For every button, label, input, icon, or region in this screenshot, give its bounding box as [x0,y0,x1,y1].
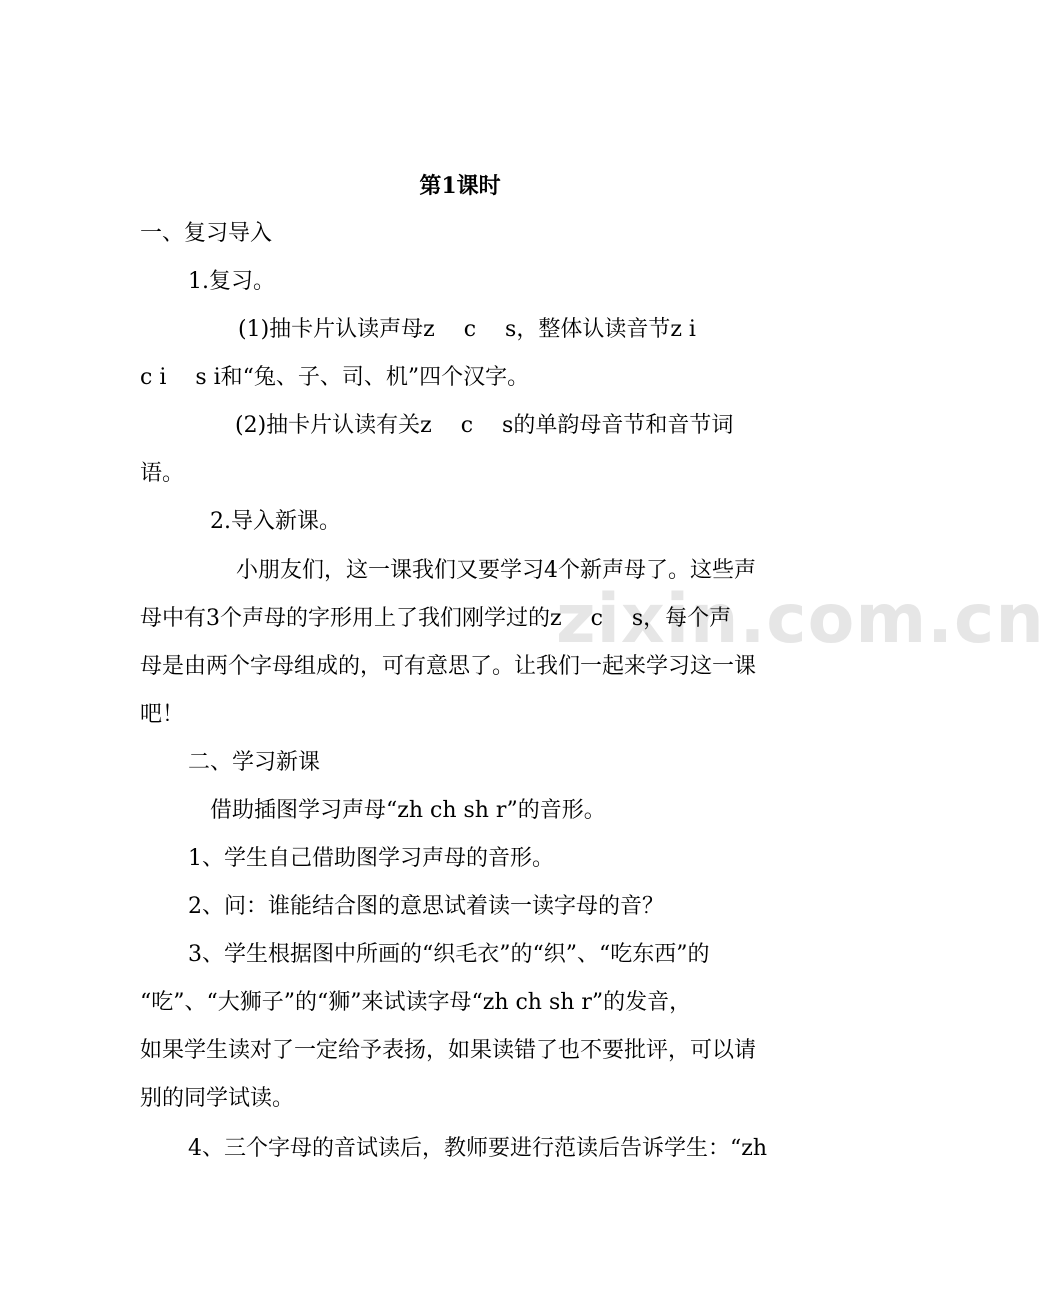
paragraph-line: (1)抽卡片认读声母z c s，整体认读音节z i [238,317,696,342]
paragraph-line: 小朋友们，这一课我们又要学习4个新声母了。这些声 [236,558,756,583]
paragraph-line: (2)抽卡片认读有关z c s的单韵母音节和音节词 [235,413,734,438]
section-heading-new-lesson: 二、学习新课 [188,750,321,775]
paragraph-line: 吧！ [140,702,185,727]
section-heading-review: 一、复习导入 [140,221,273,246]
paragraph-line: 2、问：谁能结合图的意思试着读一读字母的音？ [188,894,664,919]
paragraph-line: 语。 [140,461,185,486]
paragraph-line: “吃”、“大狮子”的“狮”来试读字母“zh ch sh r”的发音， [140,990,692,1015]
paragraph-line: 母中有3个声母的字形用上了我们刚学过的z c s，每个声 [140,606,732,631]
page-title: 第1课时 [419,173,501,199]
paragraph-line: 3、学生根据图中所画的“织毛衣”的“织”、“吃东西”的 [188,942,710,967]
paragraph-line: 1.复习。 [188,269,275,294]
paragraph-line: 借助插图学习声母“zh ch sh r”的音形。 [210,798,606,823]
paragraph-line: 别的同学试读。 [140,1086,295,1111]
paragraph-line: 2.导入新课。 [210,509,341,534]
paragraph-line: 母是由两个字母组成的，可有意思了。让我们一起来学习这一课 [140,654,757,679]
watermark: zixin.com.cn [556,580,1045,659]
paragraph-line: c i s i和“兔、子、司、机”四个汉字。 [140,365,530,390]
paragraph-line: 1、学生自己借助图学习声母的音形。 [188,846,554,871]
paragraph-line: 4、三个字母的音试读后，教师要进行范读后告诉学生：“zh [188,1136,768,1161]
paragraph-line: 如果学生读对了一定给予表扬，如果读错了也不要批评，可以请 [140,1038,757,1063]
